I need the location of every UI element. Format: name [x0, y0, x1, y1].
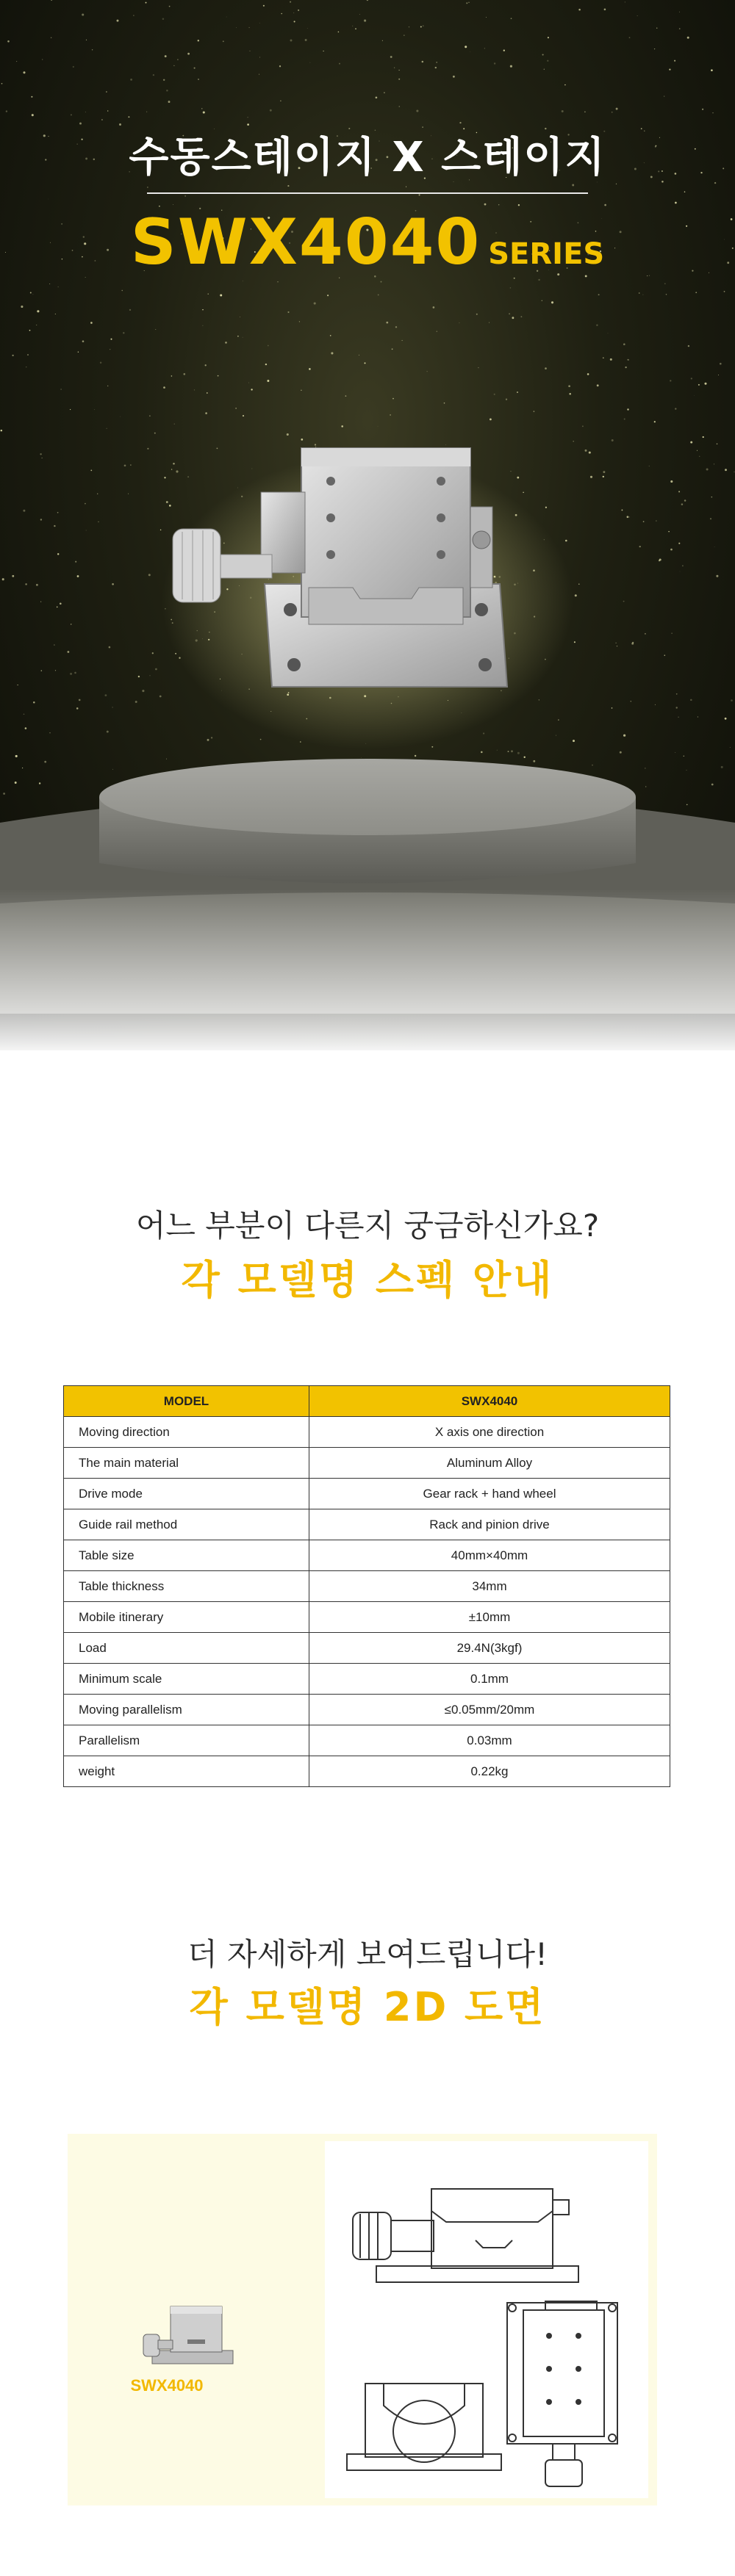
spec-value: 0.03mm — [309, 1725, 670, 1756]
spec-question: 어느 부분이 다른지 궁금하신가요? — [135, 1208, 600, 1244]
series-suffix: SERIES — [488, 237, 605, 271]
spec-heading: 각 모델명 스펙 안내 — [181, 1257, 554, 1303]
spec-value: X axis one direction — [309, 1417, 670, 1448]
spec-key: weight — [64, 1756, 309, 1787]
table-row — [64, 1756, 670, 1787]
spec-key: Minimum scale — [64, 1664, 309, 1695]
spec-key: Moving parallelism — [64, 1695, 309, 1725]
spec-header-row — [64, 1386, 670, 1417]
table-row — [64, 1664, 670, 1695]
table-row — [64, 1725, 670, 1756]
table-row — [64, 1479, 670, 1509]
spec-value: 0.1mm — [309, 1664, 670, 1695]
drawing-heading: 각 모델명 2D 도면 — [189, 1984, 546, 2030]
spec-value: 0.22kg — [309, 1756, 670, 1787]
spec-value: 40mm×40mm — [309, 1540, 670, 1571]
hero-banner — [0, 0, 735, 1050]
spec-value: Gear rack + hand wheel — [309, 1479, 670, 1509]
spec-key: Parallelism — [64, 1725, 309, 1756]
spec-key: Guide rail method — [64, 1509, 309, 1540]
table-row — [64, 1571, 670, 1602]
spec-key: Table thickness — [64, 1571, 309, 1602]
spec-header-value: SWX4040 — [309, 1386, 670, 1417]
spec-key: Table size — [64, 1540, 309, 1571]
technical-drawing-panel — [325, 2141, 648, 2498]
hero-title: 수동스테이지 X 스테이지 — [129, 134, 606, 181]
drawing-question: 더 자세하게 보여드립니다! — [187, 1936, 548, 1972]
table-row — [64, 1417, 670, 1448]
spec-value: 29.4N(3kgf) — [309, 1633, 670, 1664]
hero-fade — [0, 889, 735, 1050]
spec-value: 34mm — [309, 1571, 670, 1602]
spec-header-model: MODEL — [64, 1386, 309, 1417]
spec-table — [63, 1385, 670, 1787]
series-model: SWX4040 — [130, 206, 481, 279]
table-row — [64, 1695, 670, 1725]
table-row — [64, 1633, 670, 1664]
spec-value: ±10mm — [309, 1602, 670, 1633]
spec-value: ≤0.05mm/20mm — [309, 1695, 670, 1725]
product-thumbnail — [137, 2299, 240, 2373]
drawing-model-label: SWX4040 — [130, 2376, 204, 2395]
table-row — [64, 1602, 670, 1633]
spec-key: The main material — [64, 1448, 309, 1479]
spec-key: Moving direction — [64, 1417, 309, 1448]
drawing-area — [68, 2134, 657, 2505]
table-row — [64, 1540, 670, 1571]
hero-series-line — [0, 206, 735, 279]
technical-drawing — [325, 2141, 648, 2498]
spec-key: Mobile itinerary — [64, 1602, 309, 1633]
spec-value: Rack and pinion drive — [309, 1509, 670, 1540]
table-row — [64, 1509, 670, 1540]
table-row — [64, 1448, 670, 1479]
hero-divider — [147, 192, 588, 194]
spec-key: Load — [64, 1633, 309, 1664]
spec-key: Drive mode — [64, 1479, 309, 1509]
spec-value: Aluminum Alloy — [309, 1448, 670, 1479]
